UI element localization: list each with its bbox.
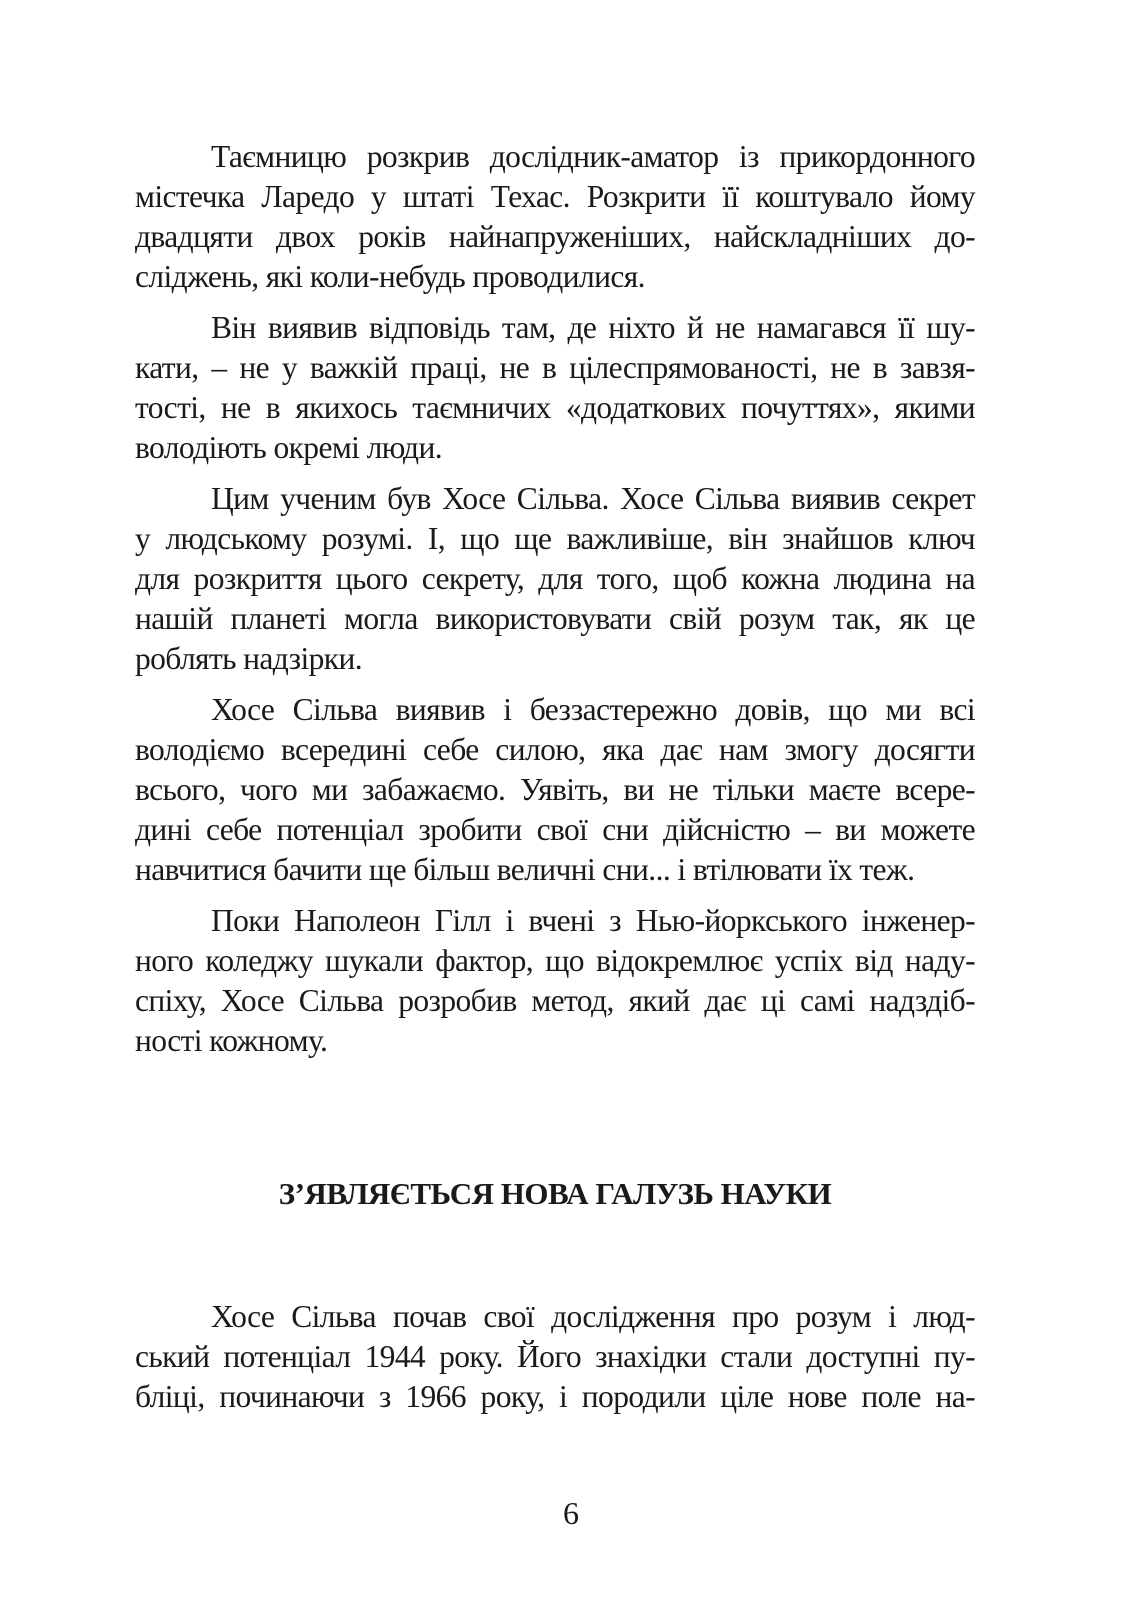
page-body (135, 137, 975, 1072)
text-line: двадцяти двох років найнапруженіших, найскладніших до- (135, 219, 975, 254)
text-line: кати, – не у важкій праці, не в цілеспрямованості, не в завзя- (135, 350, 975, 385)
text-line: Хосе Сільва виявив і беззастережно довів, що ми всі (211, 692, 975, 727)
section-body (135, 1297, 975, 1428)
page-number: 6 (563, 1495, 579, 1531)
text-line: володіємо всередині себе силою, яка дає нам змогу досягти (135, 732, 975, 767)
paragraph-2 (135, 308, 975, 468)
paragraph-6 (135, 1297, 975, 1417)
text-line: ський потенціал 1944 року. Його знахідки стали доступні пу- (135, 1339, 975, 1374)
text-line: у людському розумі. І, що ще важливіше, він знайшов ключ (135, 521, 975, 556)
text-line: ності кожному. (135, 1023, 328, 1058)
text-line: всього, чого ми забажаємо. Уявіть, ви не тільки маєте всере- (135, 772, 975, 807)
text-line: Хосе Сільва почав свої дослідження про розум і люд- (211, 1299, 975, 1334)
text-line: дині себе потенціал зробити свої сни дійсністю – ви можете (135, 812, 975, 847)
text-line: для розкриття цього секрету, для того, щоб кожна людина на (135, 561, 975, 596)
paragraph-4 (135, 690, 975, 890)
text-line: Таємницю розкрив дослідник-аматор із прикордонного (211, 139, 975, 174)
text-line: Поки Наполеон Гілл і вчені з Нью-йоркського інженер- (211, 903, 975, 938)
text-line: ного коледжу шукали фактор, що відокремлює успіх від наду- (135, 943, 975, 978)
text-line: навчитися бачити ще більш величні сни... і втілювати їх теж. (135, 852, 915, 887)
section-heading: З’ЯВЛЯЄТЬСЯ НОВА ГАЛУЗЬ НАУКИ (278, 1176, 832, 1211)
text-line: Цим ученим був Хосе Сільва. Хосе Сільва виявив секрет (211, 481, 975, 516)
text-line: містечка Ларедо у штаті Техас. Розкрити її коштувало йому (135, 179, 975, 214)
text-line: бліці, починаючи з 1966 року, і породили ціле нове поле на- (135, 1379, 975, 1414)
text-line: роблять надзірки. (135, 641, 362, 676)
text-line: Він виявив відповідь там, де ніхто й не намагався її шу- (211, 310, 975, 345)
text-line: володіють окремі люди. (135, 430, 443, 465)
text-line: тості, не в якихось таємничих «додаткових почуттях», якими (135, 390, 975, 425)
paragraph-3 (135, 479, 975, 679)
text-line: нашій планеті могла використовувати свій розум так, як це (135, 601, 975, 636)
paragraph-5 (135, 901, 975, 1061)
paragraph-1 (135, 137, 975, 297)
text-line: спіху, Хосе Сільва розробив метод, який дає ці самі надздіб- (135, 983, 975, 1018)
text-line: сліджень, які коли-небудь проводилися. (135, 259, 645, 294)
